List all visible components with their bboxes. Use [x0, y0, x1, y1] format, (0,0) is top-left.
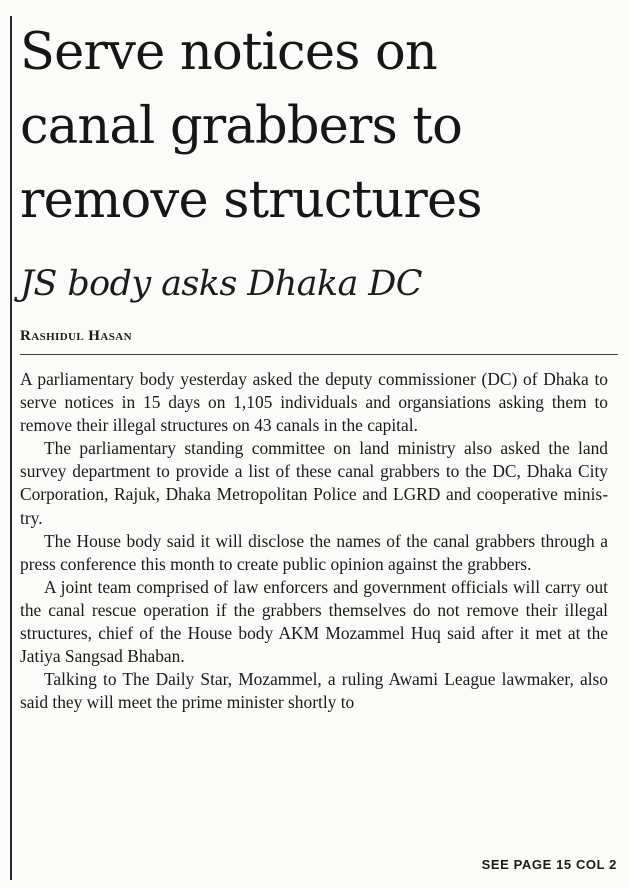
paragraph-1: A parliamentary body yesterday asked the deputy commissioner (DC) of Dhaka to serve notices in 15 days on 1,105 individuals and organsiations asking them to remove their illegal structures on 43 canals in the capital. [20, 369, 608, 436]
article-body [20, 368, 608, 714]
headline-line-2: canal grabbers to [20, 97, 463, 156]
headline-line-1: Serve notices on [20, 23, 437, 82]
headline [20, 16, 620, 238]
paragraph-5: Talking to The Daily Star, Mozammel, a ruling Awami League lawmaker, also said they will meet the prime minister shortly to [20, 669, 608, 713]
headline-line-3: remove structures [20, 171, 482, 230]
paragraph-2: The parliamentary standing committee on land ministry also asked the land survey department to provide a list of these canal grabbers to the DC, Dhaka City Corporation, Rajuk, Dhaka Metropolitan Police and LGRD and cooperative ministry. [20, 438, 608, 528]
paragraph-3: The House body said it will disclose the names of the canal grabbers through a press conference this month to create public opinion against the grabbers. [20, 530, 608, 574]
subheadline: JS body asks Dhaka DC [20, 264, 422, 304]
continuation-note: SEE PAGE 15 COL 2 [481, 857, 617, 872]
paragraph-4: A joint team comprised of law enforcers and government officials will carry out the canal rescue operation if the grabbers themselves do not remove their illegal structures, chief of the House body AKM Mozammel Huq said after it met at the Jatiya Sangsad Bhaban. [20, 576, 608, 667]
byline-divider [20, 354, 618, 355]
column-rule [10, 16, 12, 880]
byline: Rashidul Hasan [20, 328, 132, 344]
